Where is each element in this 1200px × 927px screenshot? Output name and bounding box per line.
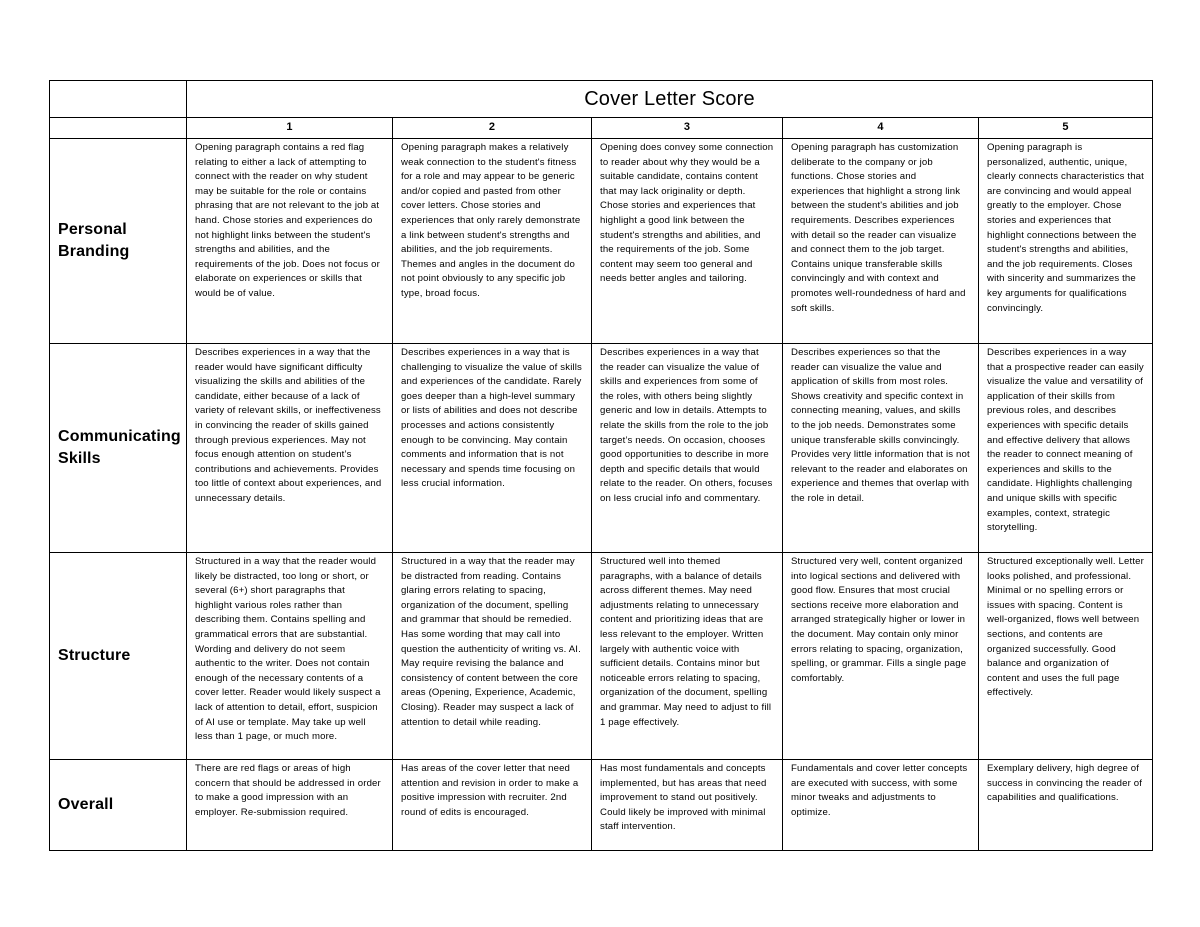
criterion-row-communicating-skills	[50, 344, 1153, 553]
rubric-cell: Structured well into themed paragraphs, with a balance of details across different themes. May need adjustments relating to unnecessary content and prioritizing ideas that are less relevant to the employer. Written largely with authentic voice with sufficient details. Contains minor but noticeable errors relating to spacing, organization of the document, spelling and grammar. May need to adjust to fill 1 page effectively.	[592, 553, 783, 760]
rubric-cell: Has most fundamentals and concepts implemented, but has areas that need improvement to stand out positively. Could likely be improved with minimal staff intervention.	[592, 760, 783, 851]
rubric-cell: Fundamentals and cover letter concepts are executed with success, with some minor tweaks and adjustments to optimize.	[783, 760, 979, 851]
score-header-5: 5	[979, 118, 1153, 139]
score-header-1: 1	[187, 118, 393, 139]
rubric-cell: Opening paragraph makes a relatively weak connection to the student's fitness for a role and may appear to be generic and/or copied and pasted from other cover letters. Chose stories and experiences that only rarely demonstrate a link between student's strengths and abilities, and the job requirements. Themes and angles in the document do not point obviously to any specific job type, broad focus.	[393, 139, 592, 344]
criterion-row-personal-branding	[50, 139, 1153, 344]
rubric-cell: Describes experiences in a way that is challenging to visualize the value of skills and experiences of the candidate. Rarely goes deeper than a high-level summary or lists of abilities and does not describe processes and actions consistently enough to be convincing. May contain comments and information that is not necessary and spends time focusing on less crucial information.	[393, 344, 592, 553]
score-corner-cell	[50, 118, 187, 139]
rubric-cell: Has areas of the cover letter that need attention and revision in order to make a positive impression with recruiter. 2nd round of edits is encouraged.	[393, 760, 592, 851]
rubric-cell: Describes experiences in a way that the reader would have significant difficulty visualizing the skills and abilities of the candidate, either because of a lack of variety of relevant skills, or ineffectiveness in convincing the reader of skills gained through previous experiences. May not focus enough attention on student’s contributions and achievements. Provides too little of context about experiences, and unnecessary details.	[187, 344, 393, 553]
rubric-cell: Opening paragraph is personalized, authentic, unique, clearly connects characteristics that are convincing and would appeal greatly to the employer. Chose stories and experiences that highlight connections between the student's strengths and abilities, and the job requirements. Closes with sincerity and summarizes the key arguments for qualifications convincingly.	[979, 139, 1153, 344]
rubric-cell: Opening does convey some connection to reader about why they would be a suitable candidate, contains content that may lack originality or depth. Chose stories and experiences that highlight a good link between the student's strengths and abilities, and the requirements of the job. Some content may seem too general and needs better angles and tailoring.	[592, 139, 783, 344]
criterion-label: Communicating Skills	[50, 344, 187, 553]
score-header-3: 3	[592, 118, 783, 139]
rubric-cell: Describes experiences in a way that the reader can visualize the value of skills and experiences from some of the roles, with others being slightly generic and low in details. Attempts to relate the skills from the role to the job target’s needs. On occasion, chooses good opportunities to describe in more depth and specific details that would relate to the reader. On others, focuses on less crucial info and commentary.	[592, 344, 783, 553]
page-title: Cover Letter Score	[187, 81, 1153, 118]
rubric-cell: Structured very well, content organized into logical sections and delivered with good flow. Ensures that most crucial sections receive more elaboration and arranged strategically higher or lower in the document. May contain only minor errors relating to spacing, organization, spelling, or grammar. Fills a single page comfortably.	[783, 553, 979, 760]
criterion-label: Personal Branding	[50, 139, 187, 344]
criterion-label: Overall	[50, 760, 187, 851]
title-row	[50, 81, 1153, 118]
rubric-cell: Exemplary delivery, high degree of success in convincing the reader of capabilities and qualifications.	[979, 760, 1153, 851]
rubric-cell: There are red flags or areas of high concern that should be addressed in order to make a good impression with an employer. Re-submission required.	[187, 760, 393, 851]
rubric-table	[49, 80, 1153, 851]
rubric-cell: Opening paragraph contains a red flag relating to either a lack of attempting to connect with the reader on why student may be suitable for the role or contains phrasing that are not relevant to the job at hand. Chose stories and experiences do not highlight links between the student's strengths and abilities, and the requirements of the job. Does not focus or elaborate on experiences or skills that would be of value.	[187, 139, 393, 344]
score-header-row	[50, 118, 1153, 139]
rubric-cell: Structured in a way that the reader would likely be distracted, too long or short, or several (6+) short paragraphs that highlight various roles rather than describing them. Contains spelling and grammatical errors that are substantial. Wording and delivery do not seem authentic to the writer. Does not contain enough of the necessary contents of a cover letter. Reader would likely suspect a lack of attention to detail, effort, suspicion of AI use or template. May take up well less than 1 page, or much more.	[187, 553, 393, 760]
score-header-4: 4	[783, 118, 979, 139]
rubric-cell: Describes experiences in a way that a prospective reader can easily visualize the value and versatility of application of their skills from previous roles, and describes experiences with specific details and effective delivery that allows the reader to connect meaning of experiences and skills to the candidate. Highlights challenging and unique skills with specific examples, context, strategic storytelling.	[979, 344, 1153, 553]
score-header-2: 2	[393, 118, 592, 139]
criterion-row-structure	[50, 553, 1153, 760]
rubric-cell: Describes experiences so that the reader can visualize the value and application of skills from most roles. Shows creativity and specific context in connecting meaning, values, and skills to the job needs. Demonstrates some unique transferable skills convincingly. Provides very little information that is not relevant to the reader and elaborates on experience and themes that overlap with the role in detail.	[783, 344, 979, 553]
criterion-row-overall	[50, 760, 1153, 851]
rubric-cell: Structured exceptionally well. Letter looks polished, and professional. Minimal or no spelling errors or issues with spacing. Content is well-organized, flows well between sections, and contents are organized successfully. Good balance and organization of content and uses the full page effectively.	[979, 553, 1153, 760]
criterion-label: Structure	[50, 553, 187, 760]
rubric-cell: Structured in a way that the reader may be distracted from reading. Contains glaring errors relating to spacing, organization of the document, spelling and grammar that should be remedied. Has some wording that may call into question the authenticity of writing vs. AI. May require revising the balance and consistency of content between the core areas (Opening, Experience, Academic, Closing). Reader may suspect a lack of attention to detail while reading.	[393, 553, 592, 760]
corner-cell	[50, 81, 187, 118]
rubric-cell: Opening paragraph has customization deliberate to the company or job functions. Chose stories and experiences that highlight a strong link between the student's abilities and job requirements. Describes experiences with detail so the reader can visualize and connect them to the job target. Contains unique transferable skills convincingly and with context and promotes well-roundedness of hard and soft skills.	[783, 139, 979, 344]
